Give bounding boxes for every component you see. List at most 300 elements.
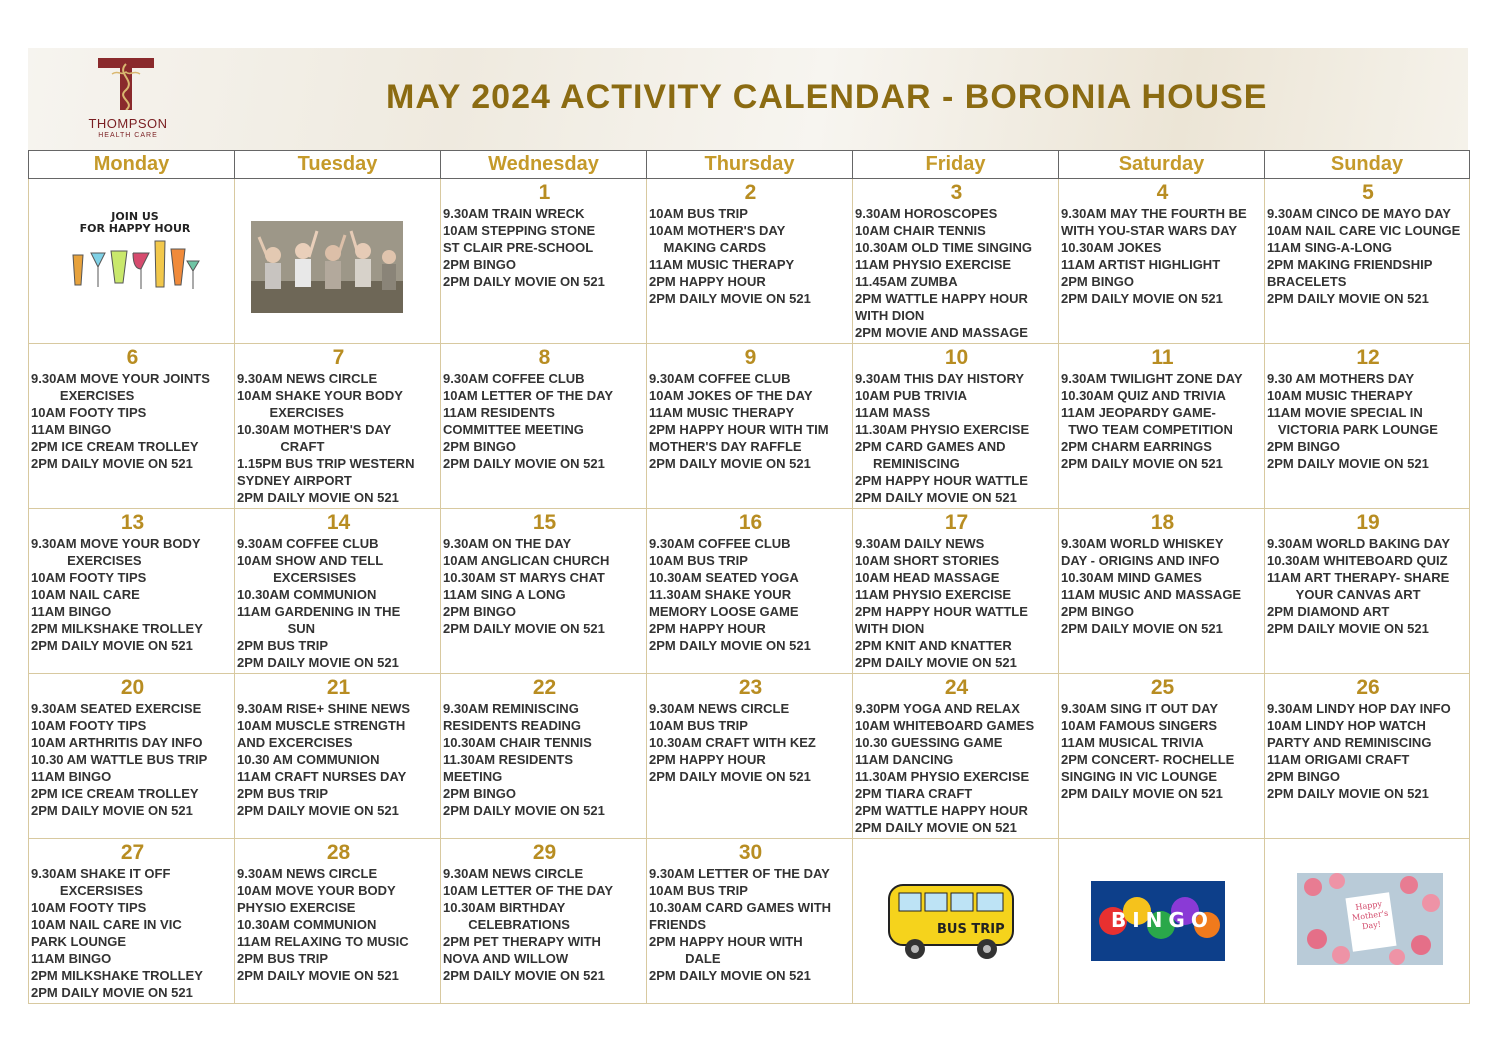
happy-hour-graphic <box>69 211 201 309</box>
activity-item: 2PM DAILY MOVIE ON 521 <box>855 820 1017 835</box>
activity-item: 10AM BUS TRIP <box>649 206 748 221</box>
activity-item: 10.30AM COMMUNION <box>237 587 377 602</box>
activity-item: 10.30AM CRAFT WITH KEZ <box>649 735 816 750</box>
activity-item: 10.30AM COMMUNION <box>237 917 377 932</box>
activity-item: 2PM DAILY MOVIE ON 521 <box>31 456 193 471</box>
activity-item: CRAFT <box>237 439 325 454</box>
activity-item: 9.30AM LETTER OF THE DAY <box>649 866 830 881</box>
activity-item: 1.15PM BUS TRIP WESTERN <box>237 456 415 471</box>
activity-item: 9.30AM DAILY NEWS <box>855 536 985 551</box>
activity-item: 9.30AM NEWS CIRCLE <box>443 866 584 881</box>
activity-list <box>649 865 852 984</box>
day-number: 10 <box>944 346 969 369</box>
activity-list <box>1267 700 1469 802</box>
day-cell <box>853 674 1059 839</box>
weekday-thursday: Thursday <box>647 151 853 179</box>
day-number: 6 <box>126 346 139 369</box>
activity-item: 9.30AM WORLD BAKING DAY <box>1267 536 1450 551</box>
activity-item: 10AM NAIL CARE IN VIC <box>31 917 182 932</box>
activity-item: 11AM CRAFT NURSES DAY <box>237 769 407 784</box>
day-cell <box>1059 179 1265 344</box>
activity-item: 2PM DAILY MOVIE ON 521 <box>443 621 605 636</box>
activity-item: 2PM DAILY MOVIE ON 521 <box>443 803 605 818</box>
activity-item: WITH DION <box>855 621 925 636</box>
activity-item: 10AM FOOTY TIPS <box>31 570 147 585</box>
activity-item: 2PM DAILY MOVIE ON 521 <box>1061 621 1223 636</box>
activity-item: 9.30AM COFFEE CLUB <box>649 371 791 386</box>
activity-item: 2PM BINGO <box>443 439 516 454</box>
activity-list <box>31 370 234 472</box>
activity-list <box>443 535 646 637</box>
weekday-saturday: Saturday <box>1059 151 1265 179</box>
activity-item: 11AM ARTIST HIGHLIGHT <box>1061 257 1221 272</box>
day-number: 21 <box>326 676 351 699</box>
activity-item: EXERCISES <box>31 553 142 568</box>
bus-trip-text: BUS TRIP <box>937 922 1005 937</box>
activity-item: 9.30AM TWILIGHT ZONE DAY <box>1061 371 1243 386</box>
activity-item: 11AM JEOPARDY GAME- <box>1061 405 1216 420</box>
activity-item: 9.30AM TRAIN WRECK <box>443 206 585 221</box>
activity-item: 11AM ORIGAMI CRAFT <box>1267 752 1410 767</box>
activity-item: 11AM GARDENING IN THE <box>237 604 401 619</box>
activity-item: 9.30AM NEWS CIRCLE <box>237 371 378 386</box>
day-number: 17 <box>944 511 969 534</box>
activity-item: 9.30AM RISE+ SHINE NEWS <box>237 701 411 716</box>
activity-item: 2PM KNIT AND KNATTER <box>855 638 1012 653</box>
day-cell <box>1265 509 1470 674</box>
activity-item: 9.30AM SHAKE IT OFF <box>31 866 171 881</box>
activity-item: 2PM HAPPY HOUR <box>649 621 766 636</box>
activity-item: 2PM DAILY MOVIE ON 521 <box>443 968 605 983</box>
residents-photo-cell <box>235 179 441 344</box>
bus-trip-image-cell <box>853 839 1059 1004</box>
activity-list <box>649 700 852 785</box>
activity-item: 11AM ART THERAPY- SHARE <box>1267 570 1450 585</box>
activity-item: 10AM LETTER OF THE DAY <box>443 883 613 898</box>
activity-item: REMINISCING <box>855 456 960 471</box>
day-number: 9 <box>744 346 757 369</box>
day-cell <box>441 509 647 674</box>
activity-item: 2PM ICE CREAM TROLLEY <box>31 439 199 454</box>
day-cell <box>441 344 647 509</box>
activity-item: 2PM HAPPY HOUR <box>649 274 766 289</box>
activity-item: TWO TEAM COMPETITION <box>1061 422 1233 437</box>
activity-item: 10AM FOOTY TIPS <box>31 405 147 420</box>
day-cell <box>1059 674 1265 839</box>
day-cell <box>647 179 853 344</box>
activity-item: MEMORY LOOSE GAME <box>649 604 799 619</box>
activity-item: 2PM DAILY MOVIE ON 521 <box>31 803 193 818</box>
week-row <box>29 839 1470 1004</box>
activity-item: 2PM CONCERT- ROCHELLE <box>1061 752 1235 767</box>
activity-list <box>443 865 646 984</box>
activity-list <box>649 370 852 472</box>
activity-item: 10.30AM CHAIR TENNIS <box>443 735 592 750</box>
activity-item: 10AM PUB TRIVIA <box>855 388 967 403</box>
activity-item: 2PM DAILY MOVIE ON 521 <box>31 985 193 1000</box>
activity-item: PHYSIO EXERCISE <box>237 900 356 915</box>
day-number: 29 <box>532 841 557 864</box>
activity-item: 10.30AM MOTHER'S DAY <box>237 422 392 437</box>
activity-list <box>237 370 440 506</box>
day-cell <box>1059 509 1265 674</box>
activity-item: 10.30AM MIND GAMES <box>1061 570 1202 585</box>
activity-item: 2PM DAILY MOVIE ON 521 <box>1267 456 1429 471</box>
activity-item: 2PM DAILY MOVIE ON 521 <box>443 456 605 471</box>
activity-item: 10AM FOOTY TIPS <box>31 718 147 733</box>
activity-list <box>855 700 1058 836</box>
activity-item: 10AM NAIL CARE <box>31 587 140 602</box>
day-cell <box>1265 179 1470 344</box>
activity-item: 9.30AM THIS DAY HISTORY <box>855 371 1025 386</box>
activity-item: 2PM BUS TRIP <box>237 951 329 966</box>
activity-item: 2PM DIAMOND ART <box>1267 604 1390 619</box>
activity-list <box>237 535 440 671</box>
weekday-monday: Monday <box>29 151 235 179</box>
activity-item: 11.45AM ZUMBA <box>855 274 958 289</box>
activity-list <box>237 700 440 819</box>
day-cell <box>235 509 441 674</box>
activity-item: 2PM DAILY MOVIE ON 521 <box>1061 291 1223 306</box>
weekday-sunday: Sunday <box>1265 151 1470 179</box>
activity-item: 11AM BINGO <box>31 769 112 784</box>
day-cell <box>647 674 853 839</box>
activity-item: DAY - ORIGINS AND INFO <box>1061 553 1220 568</box>
activity-item: 11AM MUSICAL TRIVIA <box>1061 735 1204 750</box>
activity-item: 2PM WATTLE HAPPY HOUR <box>855 291 1028 306</box>
activity-item: 9.30AM COFFEE CLUB <box>649 536 791 551</box>
day-cell <box>441 674 647 839</box>
thompson-t-logo-icon <box>98 58 154 110</box>
activity-item: 10AM BUS TRIP <box>649 883 748 898</box>
day-number: 24 <box>944 676 969 699</box>
activity-item: 2PM BUS TRIP <box>237 786 329 801</box>
activity-item: 10.30AM SEATED YOGA <box>649 570 799 585</box>
activity-item: 10AM STEPPING STONE <box>443 223 596 238</box>
activity-item: 11AM RELAXING TO MUSIC <box>237 934 409 949</box>
activity-item: 11AM SING-A-LONG <box>1267 240 1392 255</box>
activity-item: 9.30AM WORLD WHISKEY <box>1061 536 1224 551</box>
activity-item: 9.30AM CINCO DE MAYO DAY <box>1267 206 1451 221</box>
day-number: 18 <box>1150 511 1175 534</box>
activity-item: 2PM CARD GAMES AND <box>855 439 1006 454</box>
day-cell <box>441 839 647 1004</box>
activity-item: 2PM DAILY MOVIE ON 521 <box>649 769 811 784</box>
day-cell <box>853 344 1059 509</box>
activity-item: 11AM SING A LONG <box>443 587 566 602</box>
activity-item: DALE <box>649 951 721 966</box>
activity-item: 2PM DAILY MOVIE ON 521 <box>237 655 399 670</box>
activity-item: 9.30AM MOVE YOUR BODY <box>31 536 201 551</box>
activity-item: 2PM DAILY MOVIE ON 521 <box>1061 456 1223 471</box>
activity-list <box>855 205 1058 341</box>
activity-item: 10AM FAMOUS SINGERS <box>1061 718 1218 733</box>
activity-list <box>31 700 234 819</box>
day-number: 7 <box>332 346 345 369</box>
day-number: 13 <box>120 511 145 534</box>
activity-item: 2PM HAPPY HOUR <box>649 752 766 767</box>
activity-list <box>649 535 852 654</box>
bingo-image-cell <box>1059 839 1265 1004</box>
activity-item: FRIENDS <box>649 917 707 932</box>
activity-item: YOUR CANVAS ART <box>1267 587 1421 602</box>
day-number: 16 <box>738 511 763 534</box>
day-cell <box>29 839 235 1004</box>
activity-item: 2PM ICE CREAM TROLLEY <box>31 786 199 801</box>
activity-item: 2PM BINGO <box>1061 274 1134 289</box>
activity-item: 9.30AM MOVE YOUR JOINTS <box>31 371 210 386</box>
activity-item: 2PM BINGO <box>443 257 516 272</box>
activity-item: 2PM DAILY MOVIE ON 521 <box>649 291 811 306</box>
activity-item: 11.30AM RESIDENTS <box>443 752 574 767</box>
activity-item: 10.30AM JOKES <box>1061 240 1162 255</box>
day-cell <box>853 509 1059 674</box>
day-cell <box>647 344 853 509</box>
day-number: 20 <box>120 676 145 699</box>
activity-item: 2PM BINGO <box>1267 769 1340 784</box>
weekday-friday: Friday <box>853 151 1059 179</box>
weekday-tuesday: Tuesday <box>235 151 441 179</box>
activity-item: 10.30AM CARD GAMES WITH <box>649 900 832 915</box>
activity-item: MEETING <box>443 769 503 784</box>
activity-item: 2PM HAPPY HOUR WITH TIM <box>649 422 829 437</box>
activity-item: 10AM ANGLICAN CHURCH <box>443 553 610 568</box>
activity-item: 9.30AM COFFEE CLUB <box>443 371 585 386</box>
activity-item: 2PM MILKSHAKE TROLLEY <box>31 968 203 983</box>
activity-list <box>855 535 1058 671</box>
activity-item: 10.30 GUESSING GAME <box>855 735 1003 750</box>
day-cell <box>235 674 441 839</box>
activity-item: 9.30 AM MOTHERS DAY <box>1267 371 1415 386</box>
logo-subtitle: HEALTH CARE <box>98 132 158 139</box>
activity-item: 2PM DAILY MOVIE ON 521 <box>649 638 811 653</box>
activity-item: WITH DION <box>855 308 925 323</box>
activity-item: 2PM DAILY MOVIE ON 521 <box>1061 786 1223 801</box>
day-number: 14 <box>326 511 351 534</box>
activity-item: 11AM PHYSIO EXERCISE <box>855 587 1012 602</box>
activity-list <box>1267 370 1469 472</box>
day-cell <box>1265 344 1470 509</box>
residents-exercising-photo-icon <box>251 221 403 313</box>
activity-list <box>1267 205 1469 307</box>
activity-item: 10AM CHAIR TENNIS <box>855 223 986 238</box>
day-number: 22 <box>532 676 557 699</box>
activity-item: 11.30AM PHYSIO EXERCISE <box>855 769 1030 784</box>
activity-item: 9.30AM COFFEE CLUB <box>237 536 379 551</box>
day-cell <box>1265 674 1470 839</box>
week-row <box>29 674 1470 839</box>
activity-item: 10AM SHORT STORIES <box>855 553 1000 568</box>
activity-list <box>237 865 440 984</box>
activity-item: 10AM MUSCLE STRENGTH <box>237 718 406 733</box>
activity-item: RESIDENTS READING <box>443 718 581 733</box>
activity-list <box>443 370 646 472</box>
day-cell <box>235 344 441 509</box>
activity-list <box>1267 535 1469 637</box>
activity-item: 10AM SHAKE YOUR BODY <box>237 388 403 403</box>
week-row <box>29 179 1470 344</box>
activity-item: 11.30AM PHYSIO EXERCISE <box>855 422 1030 437</box>
day-cell <box>647 839 853 1004</box>
activity-item: 2PM MILKSHAKE TROLLEY <box>31 621 203 636</box>
activity-item: 2PM HAPPY HOUR WATTLE <box>855 473 1028 488</box>
day-number: 27 <box>120 841 145 864</box>
activity-item: 9.30AM NEWS CIRCLE <box>237 866 378 881</box>
activity-list <box>1061 535 1264 637</box>
activity-item: 2PM DAILY MOVIE ON 521 <box>237 968 399 983</box>
activity-item: SINGING IN VIC LOUNGE <box>1061 769 1218 784</box>
mothers-day-graphic <box>1297 873 1443 965</box>
activity-item: 2PM WATTLE HAPPY HOUR <box>855 803 1028 818</box>
activity-item: 2PM DAILY MOVIE ON 521 <box>649 968 811 983</box>
day-number: 5 <box>1362 181 1374 204</box>
activity-item: 11AM MUSIC AND MASSAGE <box>1061 587 1242 602</box>
activity-item: 10AM MUSIC THERAPY <box>1267 388 1413 403</box>
activity-item: 2PM BINGO <box>443 786 516 801</box>
activity-item: MOTHER'S DAY RAFFLE <box>649 439 802 454</box>
day-number: 28 <box>326 841 351 864</box>
activity-item: 2PM DAILY MOVIE ON 521 <box>855 655 1017 670</box>
day-number: 25 <box>1150 676 1175 699</box>
activity-item: PARK LOUNGE <box>31 934 127 949</box>
activity-item: 2PM HAPPY HOUR WATTLE <box>855 604 1028 619</box>
activity-item: 9.30AM ON THE DAY <box>443 536 572 551</box>
happy-hour-image-cell <box>29 179 235 344</box>
page-title: MAY 2024 ACTIVITY CALENDAR - BORONIA HOUSE <box>386 78 1268 116</box>
day-number: 26 <box>1356 676 1380 699</box>
activity-item: 2PM MAKING FRIENDSHIP <box>1267 257 1433 272</box>
activity-item: SUN <box>237 621 316 636</box>
activity-item: NOVA AND WILLOW <box>443 951 569 966</box>
thompson-logo <box>80 58 180 146</box>
activity-item: EXCERSISES <box>237 570 357 585</box>
day-number: 4 <box>1156 181 1169 204</box>
activity-item: 10AM JOKES OF THE DAY <box>649 388 813 403</box>
weekday-header-row <box>29 151 1470 179</box>
activity-item: 10.30 AM WATTLE BUS TRIP <box>31 752 208 767</box>
calendar-grid <box>28 150 1470 1004</box>
activity-item: 2PM DAILY MOVIE ON 521 <box>1267 291 1429 306</box>
activity-item: BRACELETS <box>1267 274 1347 289</box>
cocktail-glasses-icon <box>69 235 201 305</box>
activity-item: CELEBRATIONS <box>443 917 570 932</box>
activity-list <box>1061 700 1264 802</box>
activity-list <box>31 535 234 654</box>
happy-hour-text: JOIN US FOR HAPPY HOUR <box>79 210 191 235</box>
activity-item: 9.30AM REMINISCING <box>443 701 579 716</box>
activity-item: 2PM BINGO <box>1061 604 1134 619</box>
activity-list <box>855 370 1058 506</box>
activity-item: 10AM FOOTY TIPS <box>31 900 147 915</box>
activity-item: 2PM BINGO <box>443 604 516 619</box>
activity-item: 10AM LETTER OF THE DAY <box>443 388 613 403</box>
day-number: 12 <box>1356 346 1380 369</box>
activity-item: 9.30AM SING IT OUT DAY <box>1061 701 1218 716</box>
activity-item: 9.30AM SEATED EXERCISE <box>31 701 202 716</box>
activity-item: 11AM BINGO <box>31 422 112 437</box>
activity-item: 11AM BINGO <box>31 604 112 619</box>
activity-item: SYDNEY AIRPORT <box>237 473 352 488</box>
logo-name: THOMPSON <box>88 116 168 131</box>
activity-item: ST CLAIR PRE-SCHOOL <box>443 240 594 255</box>
activity-item: 10AM NAIL CARE VIC LOUNGE <box>1267 223 1461 238</box>
activity-item: 10.30AM WHITEBOARD QUIZ <box>1267 553 1448 568</box>
week-row <box>29 344 1470 509</box>
activity-item: 10AM SHOW AND TELL <box>237 553 384 568</box>
activity-item: 2PM BUS TRIP <box>237 638 329 653</box>
day-number: 11 <box>1151 346 1174 369</box>
calendar-header <box>28 48 1468 150</box>
bus-trip-icon <box>881 875 1021 967</box>
bingo-text: BINGO <box>1111 908 1214 932</box>
mothers-day-card: Happy Mother's Day! <box>1345 892 1396 952</box>
day-cell <box>441 179 647 344</box>
week-row <box>29 509 1470 674</box>
activity-item: 2PM PET THERAPY WITH <box>443 934 601 949</box>
day-number: 1 <box>538 181 551 204</box>
activity-item: 11AM BINGO <box>31 951 112 966</box>
activity-item: EXERCISES <box>31 388 135 403</box>
activity-item: 9.30AM LINDY HOP DAY INFO <box>1267 701 1451 716</box>
activity-item: 11AM PHYSIO EXERCISE <box>855 257 1012 272</box>
activity-item: EXERCISES <box>237 405 344 420</box>
day-number: 3 <box>950 181 963 204</box>
day-number: 19 <box>1356 511 1380 534</box>
day-number: 15 <box>532 511 557 534</box>
activity-list <box>1061 370 1264 472</box>
activity-list <box>443 205 646 290</box>
activity-item: 2PM HAPPY HOUR WITH <box>649 934 803 949</box>
activity-list <box>31 865 234 1001</box>
activity-item: 2PM BINGO <box>1267 439 1340 454</box>
activity-item: 10.30AM BIRTHDAY <box>443 900 566 915</box>
activity-item: 9.30AM NEWS CIRCLE <box>649 701 790 716</box>
activity-item: VICTORIA PARK LOUNGE <box>1267 422 1438 437</box>
activity-item: 11AM MUSIC THERAPY <box>649 405 795 420</box>
activity-list <box>443 700 646 819</box>
day-cell <box>647 509 853 674</box>
activity-item: 10AM MOVE YOUR BODY <box>237 883 396 898</box>
activity-item: 11AM MOVIE SPECIAL IN <box>1267 405 1423 420</box>
activity-item: EXCERSISES <box>31 883 143 898</box>
activity-item: 11AM MUSIC THERAPY <box>649 257 795 272</box>
activity-item: PARTY AND REMINISCING <box>1267 735 1432 750</box>
weekday-wednesday: Wednesday <box>441 151 647 179</box>
day-cell <box>235 839 441 1004</box>
day-cell <box>853 179 1059 344</box>
activity-item: 2PM DAILY MOVIE ON 521 <box>649 456 811 471</box>
activity-item: 10.30AM OLD TIME SINGING <box>855 240 1032 255</box>
day-number: 8 <box>538 346 551 369</box>
activity-item: 2PM CHARM EARRINGS <box>1061 439 1212 454</box>
activity-item: 10.30AM QUIZ AND TRIVIA <box>1061 388 1226 403</box>
activity-item: MAKING CARDS <box>649 240 766 255</box>
activity-item: 10AM LINDY HOP WATCH <box>1267 718 1426 733</box>
activity-item: 2PM DAILY MOVIE ON 521 <box>855 490 1017 505</box>
activity-item: 2PM DAILY MOVIE ON 521 <box>1267 621 1429 636</box>
activity-item: 10AM ARTHRITIS DAY INFO <box>31 735 203 750</box>
activity-item: 11AM RESIDENTS <box>443 405 555 420</box>
day-cell <box>1059 344 1265 509</box>
activity-item: 10AM MOTHER'S DAY <box>649 223 786 238</box>
day-number: 2 <box>744 181 757 204</box>
activity-item: 11AM DANCING <box>855 752 954 767</box>
activity-item: 11AM MASS <box>855 405 931 420</box>
bingo-balls-icon <box>1091 881 1225 961</box>
activity-item: 10AM BUS TRIP <box>649 553 748 568</box>
day-number: 23 <box>738 676 763 699</box>
activity-item: 10AM BUS TRIP <box>649 718 748 733</box>
